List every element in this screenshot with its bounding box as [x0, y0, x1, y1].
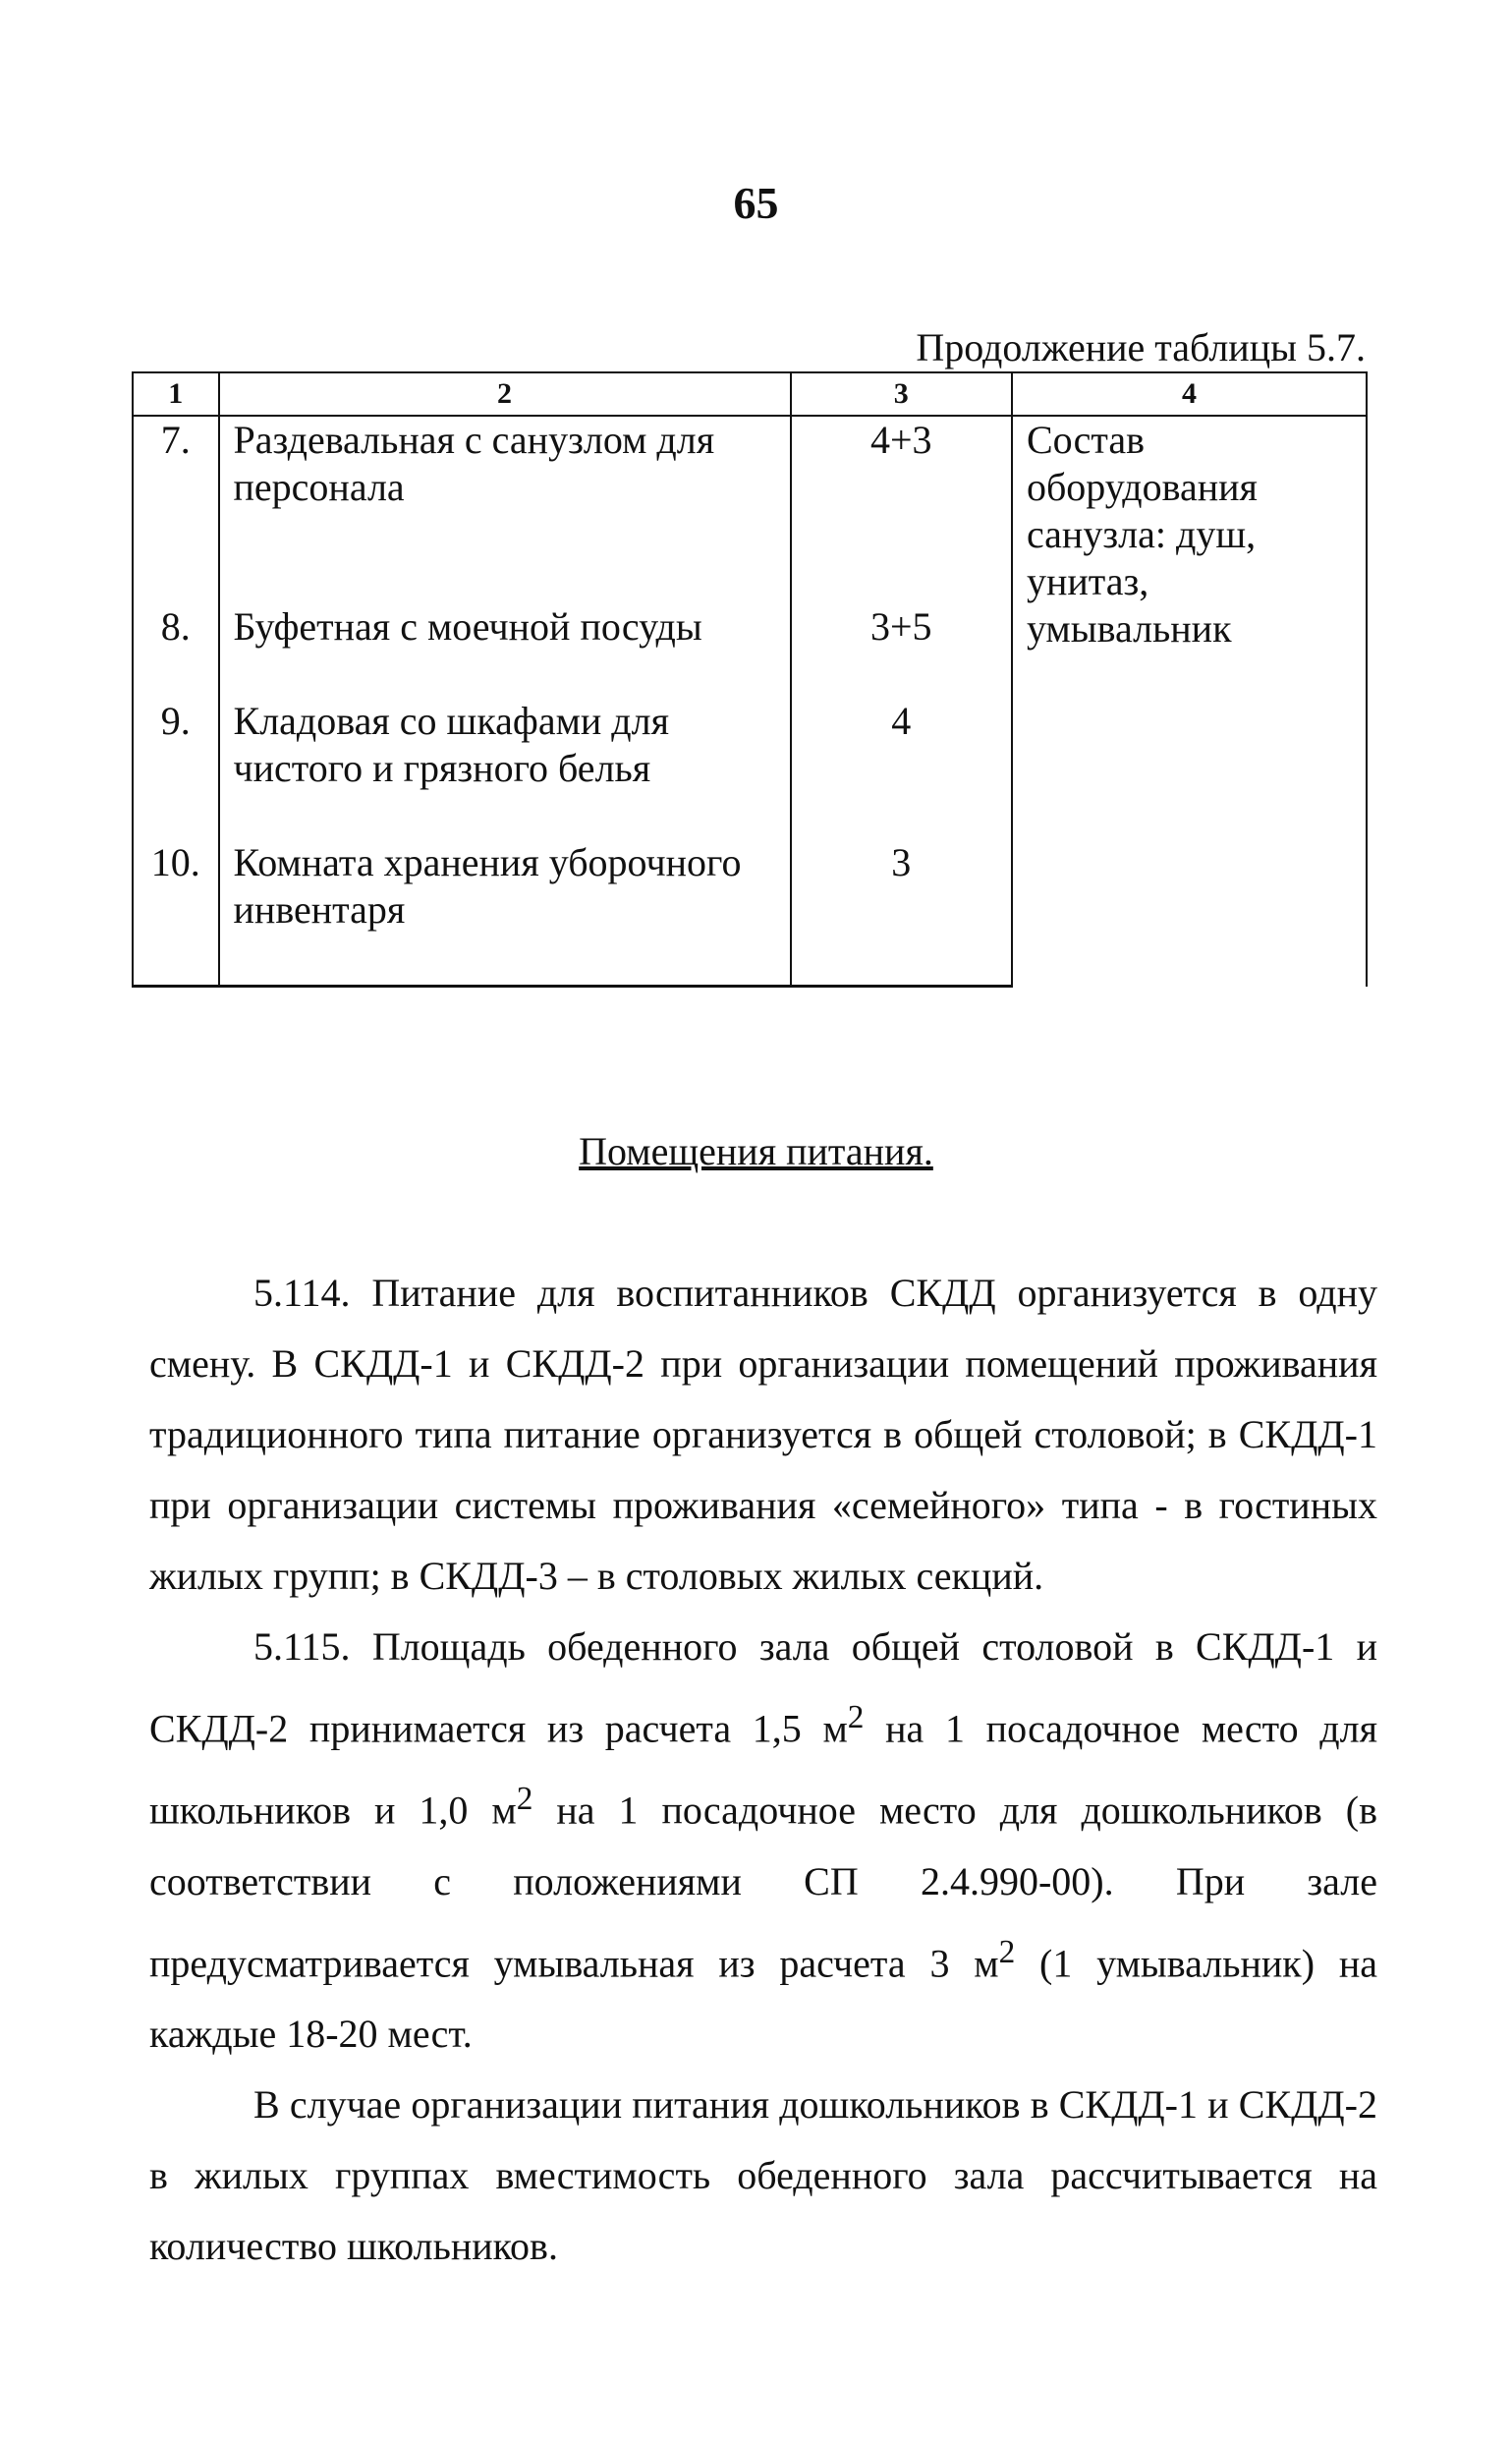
header-col-4: 4 — [1012, 372, 1367, 416]
row-number: 9. — [133, 698, 219, 839]
rooms-table — [132, 371, 1368, 988]
room-area: 4 — [791, 698, 1012, 839]
paragraph-text: на 1 посадочное место для дошкольников (в соответствии с положениями СП 2.4.990-00). При зале предусматривается умывальная из расчета 3 м — [149, 1788, 1377, 1985]
superscript: 2 — [516, 1781, 533, 1818]
room-area: 3 — [791, 839, 1012, 987]
header-col-2: 2 — [219, 372, 791, 416]
room-name: Буфетная с моечной посуды — [219, 603, 791, 698]
section-heading: Помещения питания. — [579, 1129, 933, 1173]
row-number: 8. — [133, 603, 219, 698]
table-row — [133, 416, 1367, 603]
row-number: 10. — [133, 839, 219, 987]
superscript: 2 — [998, 1933, 1016, 1970]
paragraph-dining: В случае организации питания дошкольников в СКДД-1 и СКДД-2 в жилых группах вместимость обеденного зала рассчитывается на количество школьников. — [149, 2081, 1377, 2268]
paragraph-text: на 1 посадочное место для школьников и 1,0 м — [149, 1706, 1377, 1833]
superscript: 2 — [847, 1699, 865, 1735]
body-text — [149, 1258, 1377, 2282]
header-col-3: 3 — [791, 372, 1012, 416]
equipment-note: Состав оборудования санузла: душ, унитаз, умывальник — [1012, 416, 1367, 987]
room-area: 3+5 — [791, 603, 1012, 698]
row-number: 7. — [133, 416, 219, 603]
room-name: Кладовая со шкафами для чистого и грязного белья — [219, 698, 791, 839]
paragraph-text: 5.115. Площадь обеденного зала общей столовой в СКДД-1 и СКДД-2 принимается из расчета 1,5 м — [149, 1624, 1377, 1751]
header-col-1: 1 — [133, 372, 219, 416]
room-name: Раздевальная с санузлом для персонала — [219, 416, 791, 603]
paragraph-5-114: 5.114. Питание для воспитанников СКДД организуется в одну смену. В СКДД-1 и СКДД-2 при организации помещений проживания традиционного типа питание организуется в общей столовой; в СКДД-1 при организации системы проживания «семейного» типа - в гостиных жилых групп; в СКДД-3 – в столовых жилых секций. — [149, 1271, 1377, 1598]
room-area: 4+3 — [791, 416, 1012, 603]
page-number: 65 — [733, 178, 779, 228]
table-header-row — [133, 372, 1367, 416]
paragraph-text: (1 умывальник) на каждые 18-20 мест. — [149, 1940, 1377, 2056]
paragraph-5-115 — [149, 1612, 1377, 2070]
table-caption: Продолжение таблицы 5.7. — [916, 325, 1366, 369]
room-name: Комната хранения уборочного инвентаря — [219, 839, 791, 987]
